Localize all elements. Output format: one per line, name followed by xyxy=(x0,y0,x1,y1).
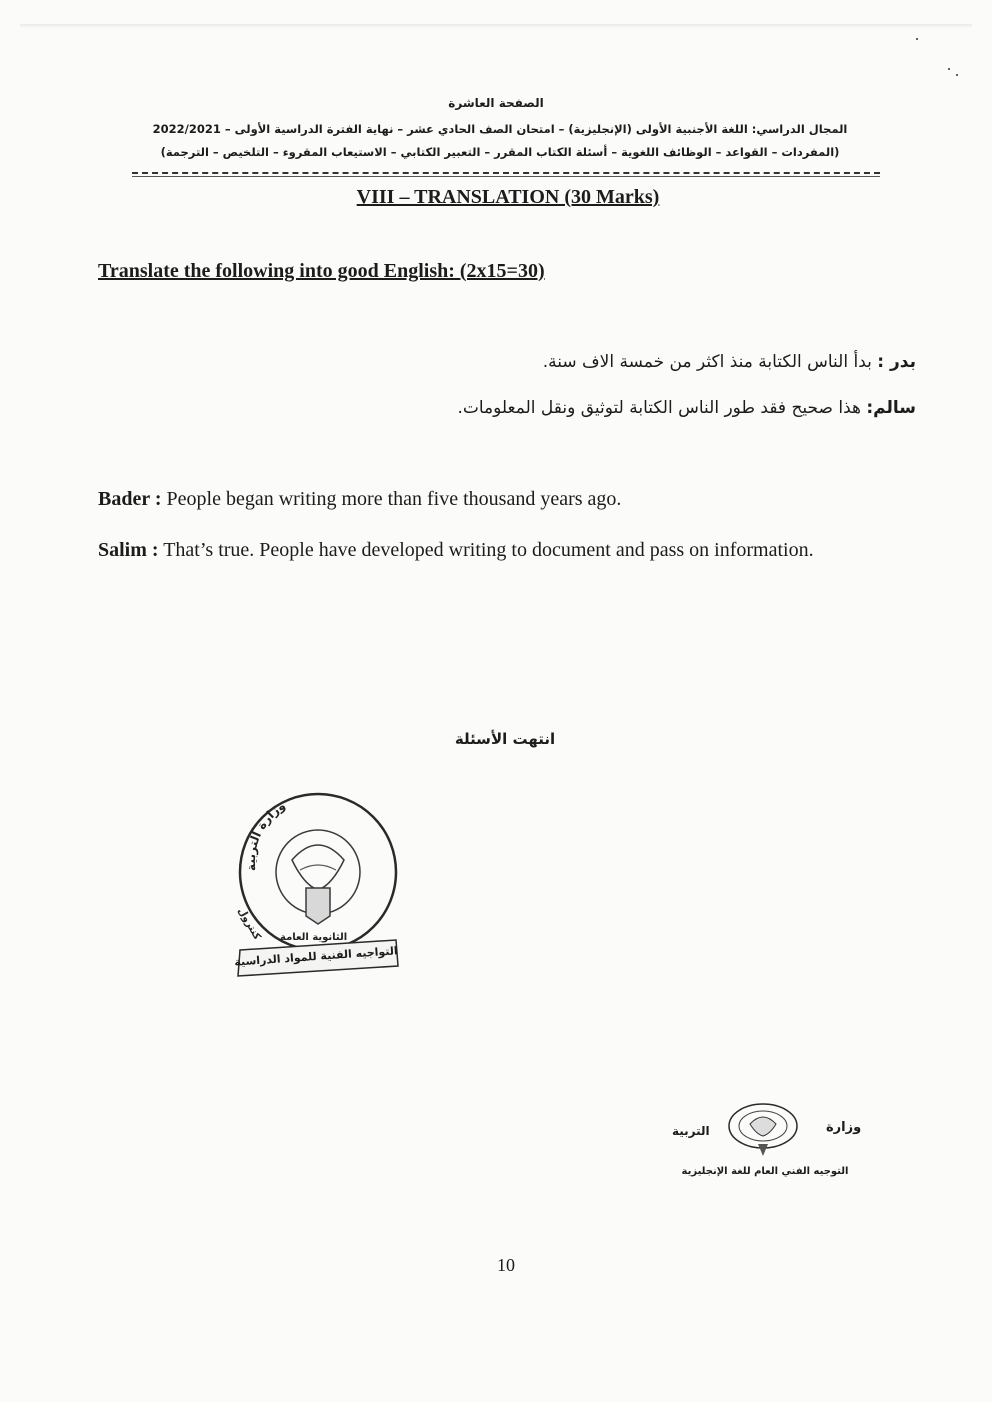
emblem-left-text: التربية xyxy=(672,1124,710,1138)
english-text: That’s true. People have developed writing to document and pass on information. xyxy=(158,539,814,561)
scan-edge xyxy=(20,24,972,28)
stamp-ring-left: كنترول xyxy=(235,906,263,942)
page-number: 10 xyxy=(497,1255,515,1275)
arabic-speaker: بدر : xyxy=(877,352,916,372)
stamp-ring-bottom: الثانوية العامة xyxy=(280,932,348,943)
ministry-emblem-icon xyxy=(722,1100,804,1160)
emblem-right-text: وزارة xyxy=(826,1120,862,1135)
stamp-label: التواجيه الفنية للمواد الدراسية xyxy=(233,944,399,969)
scan-speck xyxy=(948,68,950,70)
svg-text:وزارة التربية xyxy=(244,798,288,872)
scan-speck xyxy=(916,38,918,40)
arabic-speaker: سالم: xyxy=(866,398,916,418)
english-speaker: Bader : xyxy=(98,488,162,510)
page-label: الصفحة العاشرة xyxy=(448,96,544,110)
emblem-subtitle: التوجيه الفني العام للغة الإنجليزية xyxy=(681,1166,849,1177)
header-divider xyxy=(132,172,880,174)
arabic-text: بدأ الناس الكتابة منذ اكثر من خمسة الاف سنة. xyxy=(542,352,878,372)
arabic-text: هذا صحيح فقد طور الناس الكتابة لتوثيق ونقل المعلومات. xyxy=(457,398,867,418)
instruction: Translate the following into good English: (2x15=30) xyxy=(98,260,545,282)
stamp-ring-top: وزارة التربية xyxy=(243,798,288,872)
english-text: People began writing more than five thousand years ago. xyxy=(161,488,622,510)
english-line-salim xyxy=(98,539,814,562)
header-divider-underline xyxy=(132,176,880,177)
arabic-line-salim xyxy=(216,398,916,418)
scan-speck xyxy=(956,74,958,76)
section-title: VIII – TRANSLATION (30 Marks) xyxy=(356,186,660,208)
end-of-questions: انتهت الأسئلة xyxy=(454,730,556,748)
english-speaker: Salim : xyxy=(98,539,159,561)
arabic-line-bader xyxy=(216,352,916,372)
english-line-bader xyxy=(98,488,621,511)
header-topics-line: (المفردات – القواعد – الوظائف اللغوية – أسئلة الكتاب المقرر – التعبير الكتابي – الاستيعاب المقروء – التلخيص – الترجمة) xyxy=(160,145,840,159)
header-subject-line: المجال الدراسي: اللغة الأجنبية الأولى (الإنجليزية) – امتحان الصف الحادي عشر – نهاية الفترة الدراسية الأولى – 2022/2021 xyxy=(152,122,848,136)
